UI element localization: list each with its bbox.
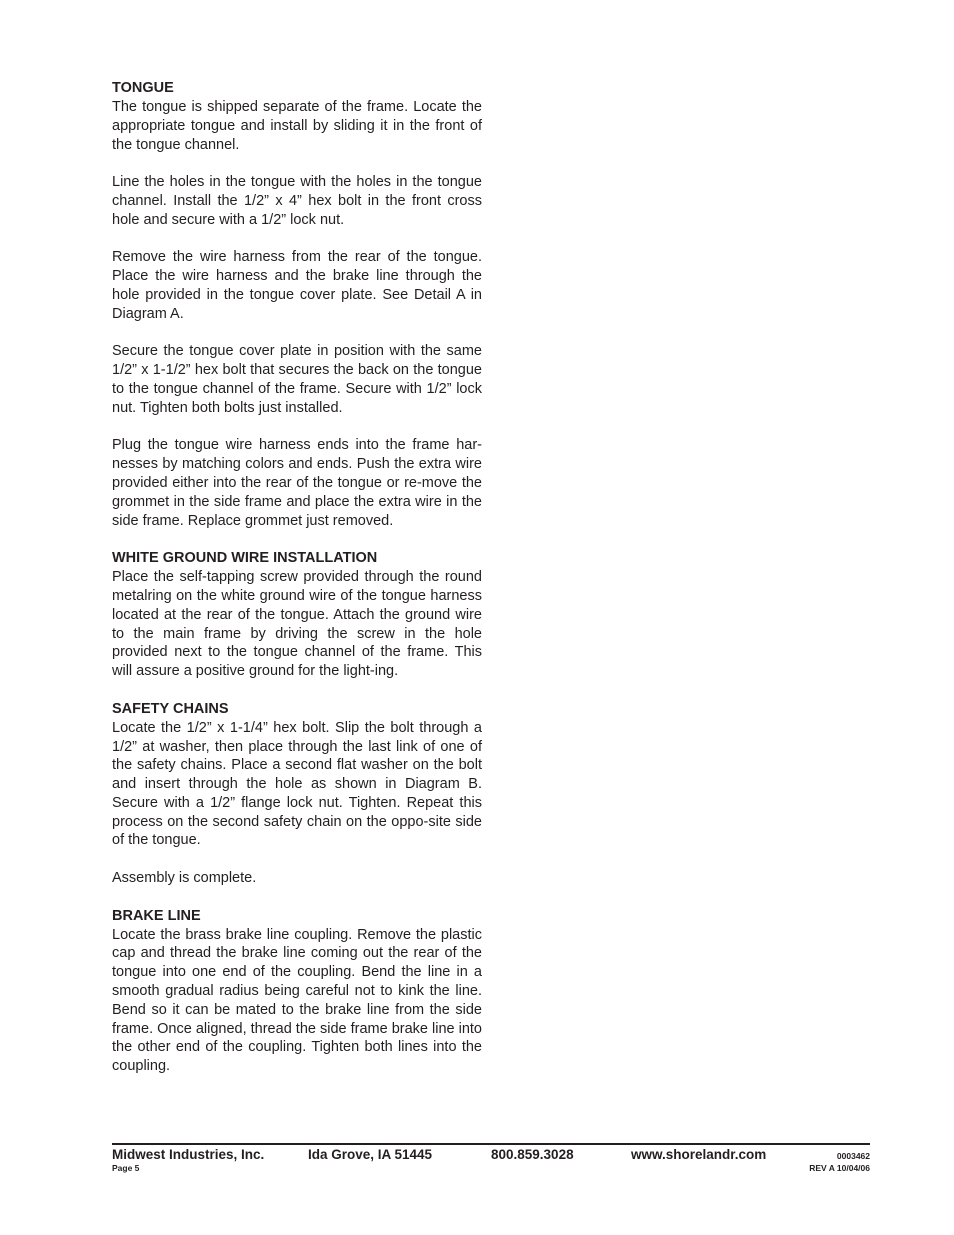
section-brake-line (112, 907, 482, 1076)
paragraph: Secure the tongue cover plate in position with the same 1/2” x 1-1/2” hex bolt that secures the back on the tongue to the tongue channel of the frame. Secure with 1/2” lock nut. Tighten both bolts just installed. (112, 343, 482, 416)
footer-location: Ida Grove, IA 51445 (308, 1147, 433, 1162)
footer-company: Midwest Industries, Inc. (112, 1147, 265, 1162)
section-heading: TONGUE (112, 80, 174, 96)
content-column (112, 79, 482, 1095)
section-tongue (112, 79, 482, 530)
footer-revision: REV A 10/04/06 (809, 1163, 870, 1173)
paragraph: Line the holes in the tongue with the holes in the tongue channel. Install the 1/2” x 4” hex bolt in the front cross hole and secure with a 1/2” lock nut. (112, 174, 482, 228)
section-heading: SAFETY CHAINS (112, 700, 229, 717)
paragraph: Assembly is complete. (112, 870, 257, 887)
paragraph: Locate the 1/2” x 1-1/4” hex bolt. Slip the bolt through a 1/2” at washer, then place through the last link of one of the safety chains. Place a second flat washer on the bolt and insert through the hole as shown in Diagram B. Secure with a 1/2” flange lock nut. Tighten. Repeat this process on the second safety chain on the oppo-site side of the tongue. (112, 719, 482, 849)
footer-doc-number: 0003462 (836, 1151, 870, 1161)
footer-phone: 800.859.3028 (491, 1147, 574, 1162)
footer-website: www.shorelandr.com (631, 1147, 767, 1162)
footer-page-number: Page 5 (112, 1163, 140, 1173)
section-heading: WHITE GROUND WIRE INSTALLATION (112, 550, 378, 567)
section-heading: BRAKE LINE (112, 907, 201, 924)
section-safety-chains (112, 700, 482, 888)
paragraph: Place the self-tapping screw provided through the round metalring on the white ground wire of the tongue harness located at the rear of the tongue. Attach the ground wire to the main frame by driving the screw in the hole provided next to the tongue channel of the frame. This will assure a positive ground for the light-ing. (112, 569, 482, 680)
paragraph: The tongue is shipped separate of the frame. Locate the appropriate tongue and install by sliding it in the front of the tongue channel. (112, 99, 482, 153)
paragraph: Locate the brass brake line coupling. Remove the plastic cap and thread the brake line coming out the rear of the tongue into one end of the coupling. Bend the line in a smooth gradual radius being careful not to kink the line. Bend so it can be mated to the brake line from the side frame. Once aligned, thread the side frame brake line into the other end of the coupling. Tighten both lines into the coupling. (112, 926, 482, 1075)
footer-divider (112, 1143, 870, 1145)
paragraph: Plug the tongue wire harness ends into the frame har-nesses by matching colors and ends. Push the extra wire provided either into the rear of the tongue or re-move the grommet in the side frame and place the extra wire in the side frame. Replace grommet just removed. (112, 437, 482, 529)
paragraph: Remove the wire harness from the rear of the tongue. Place the wire harness and the brake line through the hole provided in the tongue cover plate. See Detail A in Diagram A. (112, 249, 482, 322)
section-white-ground-wire (112, 549, 482, 681)
